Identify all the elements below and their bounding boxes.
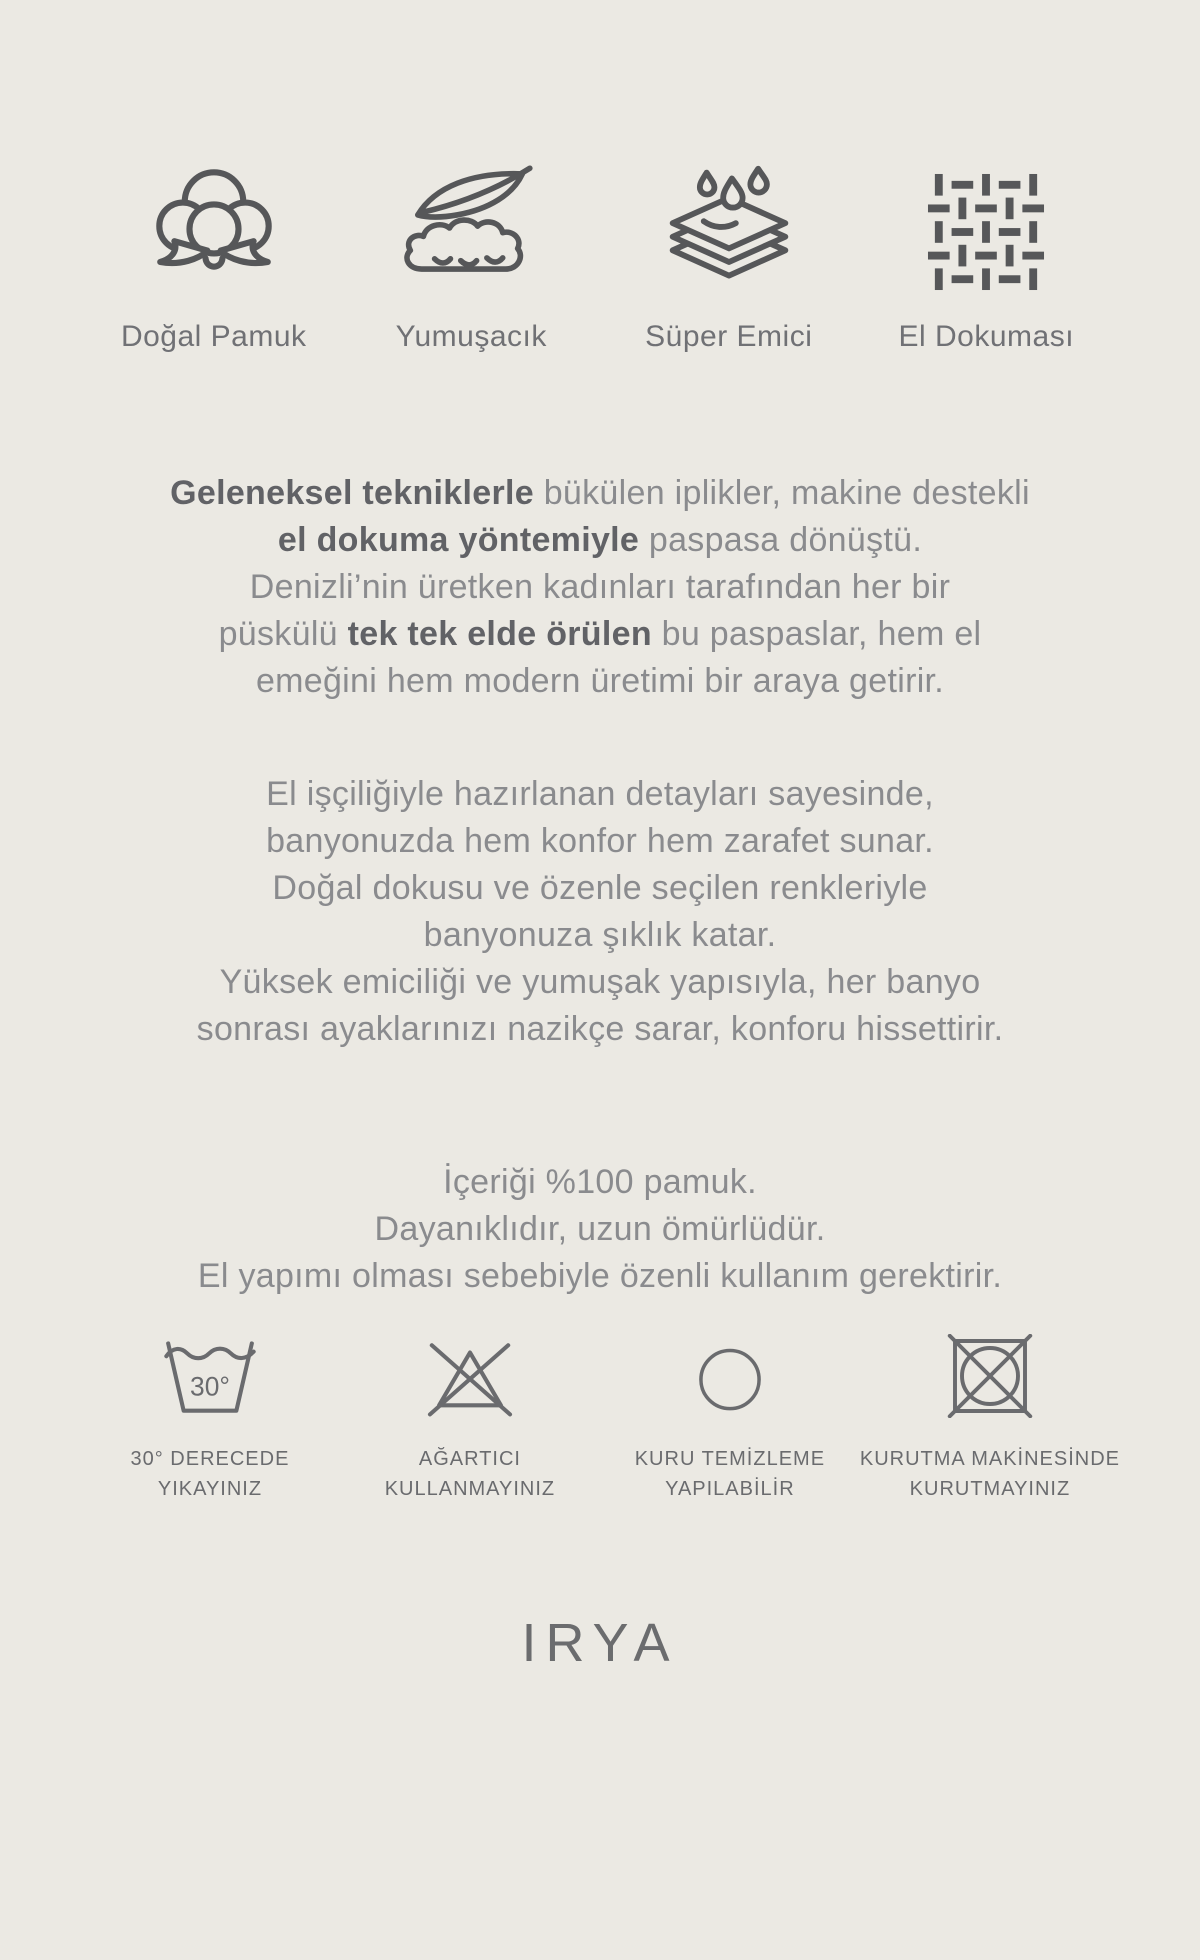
dry-clean-icon-box — [686, 1336, 774, 1418]
text-line: El yapımı olması sebebiyle özenli kullanım gerektirir. — [197, 1257, 1003, 1295]
features-row — [85, 160, 1115, 354]
feature-hand-woven — [858, 160, 1116, 354]
text-line: Doğal dokusu ve özenle seçilen renkleriyle — [272, 869, 928, 907]
care-no-tumble-dry — [860, 1336, 1120, 1504]
text-line: emeğini hem modern üretimi bir araya getirir. — [255, 662, 945, 700]
cotton-icon-box — [148, 160, 280, 294]
feature-label: El Dokuması — [898, 320, 1075, 353]
text-line: El işçiliğiyle hazırlanan detayları sayesinde, — [266, 775, 934, 813]
feature-absorbent — [600, 160, 858, 354]
feather-cloud-icon-box — [401, 160, 541, 294]
care-dry-clean — [600, 1336, 860, 1504]
feature-label: Süper Emici — [645, 320, 813, 353]
hand-woven-icon — [927, 170, 1045, 294]
care-label: AĞARTICI KULLANMAYINIZ — [384, 1448, 556, 1500]
feature-natural-cotton — [85, 160, 343, 354]
text-line: püskülü tek tek elde örülen bu paspaslar, hem el — [218, 615, 982, 653]
text-line: el dokuma yöntemiyle paspasa dönüştü. — [277, 521, 923, 559]
feather-cloud-icon — [401, 162, 541, 294]
care-symbols-row — [80, 1336, 1120, 1504]
cotton-icon — [148, 162, 280, 294]
svg-text:30°: 30° — [190, 1371, 230, 1402]
no-tumble-dry-icon — [941, 1334, 1039, 1418]
text-line: Yüksek emiciliği ve yumuşak yapısıyla, her banyo — [219, 963, 981, 1001]
description-paragraph — [70, 771, 1130, 1053]
brand-logo: IRYA — [521, 1613, 679, 1673]
feature-soft — [343, 160, 601, 354]
product-info-page — [0, 160, 1200, 1960]
absorbent-layers-icon-box — [661, 160, 797, 294]
care-label: 30° DERECEDE YIKAYINIZ — [130, 1448, 290, 1500]
care-label: KURU TEMİZLEME YAPILABİLİR — [634, 1448, 826, 1500]
absorbent-layers-icon — [661, 162, 797, 294]
feature-label: Doğal Pamuk — [120, 320, 307, 353]
no-bleach-icon-box — [418, 1336, 522, 1418]
no-tumble-dry-icon-box — [941, 1336, 1039, 1418]
intro-paragraph — [70, 470, 1130, 705]
text-line: sonrası ayaklarınızı nazikçe sarar, konforu hissettirir. — [196, 1010, 1004, 1048]
wash-30-icon — [151, 1338, 269, 1418]
text-line: İçeriği %100 pamuk. — [443, 1163, 757, 1201]
care-label: KURUTMA MAKİNESİNDE KURUTMAYINIZ — [859, 1448, 1121, 1500]
dry-clean-icon — [686, 1338, 774, 1418]
no-bleach-icon — [418, 1338, 522, 1418]
text-line: Denizli’nin üretken kadınları tarafından her bir — [249, 568, 951, 606]
text-line: banyonuza şıklık katar. — [423, 916, 777, 954]
content-paragraph — [70, 1159, 1130, 1300]
text-line: Geleneksel tekniklerle bükülen iplikler, makine destekli — [170, 474, 1030, 512]
care-wash-30 — [80, 1336, 340, 1504]
wash-30-icon-box — [151, 1336, 269, 1418]
feature-label: Yumuşacık — [395, 320, 547, 353]
care-no-bleach — [340, 1336, 600, 1504]
text-line: Dayanıklıdır, uzun ömürlüdür. — [374, 1210, 826, 1248]
text-line: banyonuzda hem konfor hem zarafet sunar. — [266, 822, 934, 860]
hand-woven-icon-box — [927, 160, 1045, 294]
